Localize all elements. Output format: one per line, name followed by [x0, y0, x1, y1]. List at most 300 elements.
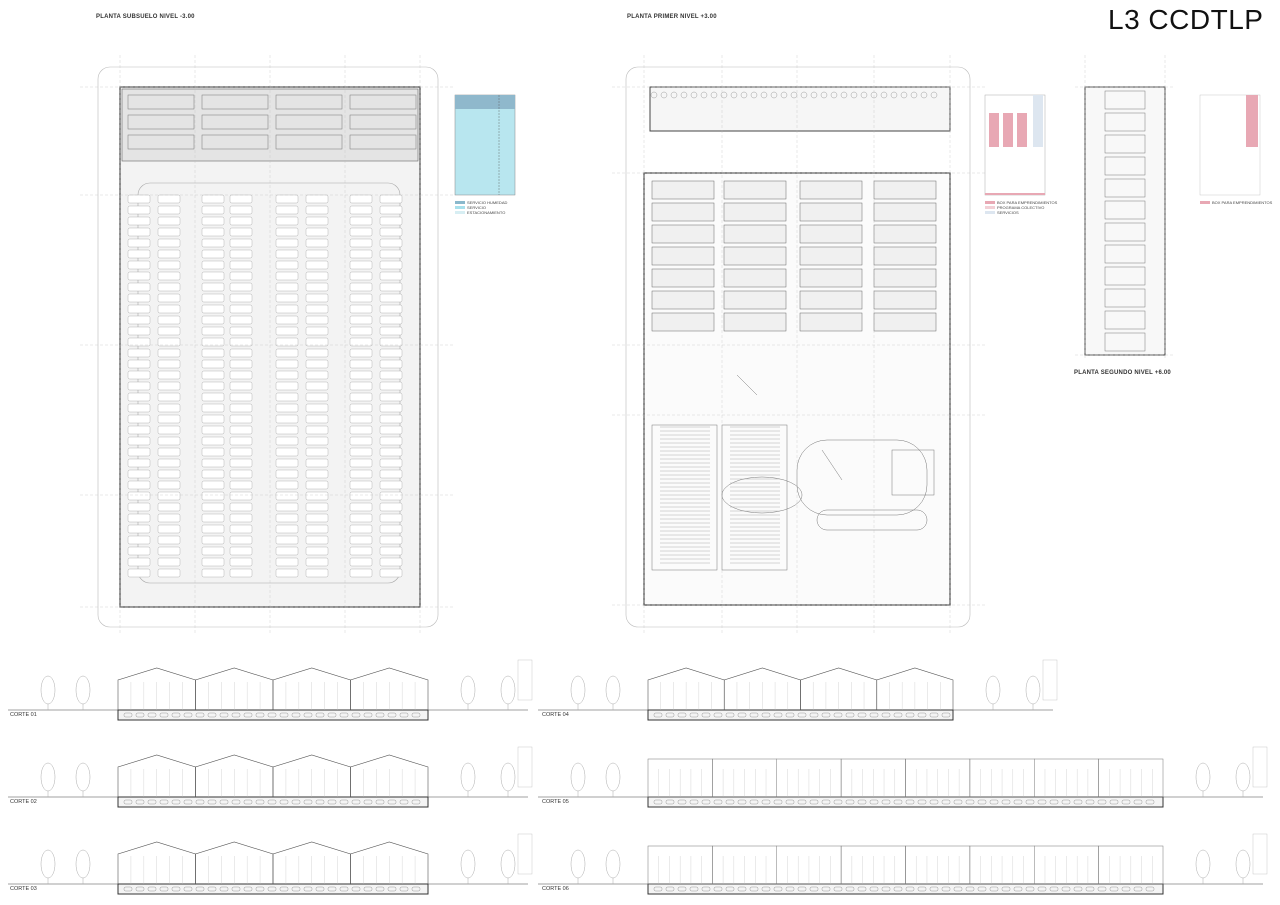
parking-stall	[380, 404, 402, 412]
parking-stall	[230, 481, 252, 489]
legend-label: SERVICIO HUMEDAD	[467, 200, 508, 205]
parking-stall	[306, 250, 328, 258]
legend-swatch	[455, 211, 465, 214]
parking-stall	[350, 305, 372, 313]
parking-stall	[380, 250, 402, 258]
parking-stall	[158, 327, 180, 335]
tree-symbol	[571, 850, 585, 878]
parking-stall	[380, 459, 402, 467]
legend-swatch	[455, 206, 465, 209]
parking-stall	[230, 448, 252, 456]
section-label-05: CORTE 05	[542, 799, 569, 805]
parking-stall	[380, 525, 402, 533]
parking-stall	[306, 338, 328, 346]
tree-symbol	[571, 763, 585, 791]
parking-stall	[158, 228, 180, 236]
parking-stall	[230, 393, 252, 401]
parking-stall	[306, 371, 328, 379]
parking-stall	[380, 536, 402, 544]
parking-stall	[306, 503, 328, 511]
parking-stall	[158, 415, 180, 423]
parking-stall	[128, 415, 150, 423]
sections-drawing	[0, 630, 1280, 905]
sheet-title: L3 CCDTLP	[1108, 4, 1264, 35]
parking-stall	[230, 294, 252, 302]
legend-label: PROGRAMA COLECTIVO	[997, 205, 1045, 210]
parking-stall	[158, 294, 180, 302]
box-module	[874, 291, 936, 309]
tree-symbol	[76, 676, 90, 704]
parking-stall	[202, 514, 224, 522]
building-elevation	[1043, 660, 1057, 700]
parking-stall	[158, 217, 180, 225]
parking-stall	[230, 459, 252, 467]
tree-symbol	[76, 850, 90, 878]
parking-stall	[350, 514, 372, 522]
parking-stall	[350, 228, 372, 236]
legend-swatch	[985, 211, 995, 214]
parking-stall	[350, 536, 372, 544]
box-module	[800, 291, 862, 309]
parking-stall	[158, 261, 180, 269]
parking-stall	[202, 250, 224, 258]
parking-stall	[128, 338, 150, 346]
parking-stall	[230, 305, 252, 313]
parking-stall	[276, 261, 298, 269]
tree-symbol	[606, 763, 620, 791]
parking-stall	[380, 360, 402, 368]
parking-stall	[202, 239, 224, 247]
parking-stall	[306, 261, 328, 269]
parking-stall	[158, 360, 180, 368]
parking-stall	[276, 283, 298, 291]
parking-stall	[128, 294, 150, 302]
parking-stall	[230, 547, 252, 555]
tree-symbol	[501, 763, 515, 791]
legend-item	[1200, 200, 1272, 205]
parking-stall	[202, 437, 224, 445]
parking-stall	[158, 503, 180, 511]
parking-stall	[202, 327, 224, 335]
box-module	[724, 291, 786, 309]
parking-stall	[380, 228, 402, 236]
parking-stall	[306, 569, 328, 577]
parking-stall	[380, 393, 402, 401]
plan-subsuelo-drawing	[80, 55, 455, 635]
parking-stall	[306, 558, 328, 566]
box-module	[874, 247, 936, 265]
parking-stall	[128, 228, 150, 236]
building-elevation	[1253, 747, 1267, 787]
parking-stall	[128, 437, 150, 445]
parking-stall	[306, 492, 328, 500]
tree-symbol	[501, 850, 515, 878]
parking-stall	[276, 536, 298, 544]
parking-stall	[380, 327, 402, 335]
parking-stall	[380, 338, 402, 346]
drawing-line	[648, 710, 953, 720]
parking-stall	[306, 382, 328, 390]
parking-stall	[350, 382, 372, 390]
legend-swatch-segundo	[1200, 95, 1262, 197]
parking-stall	[158, 371, 180, 379]
box-module	[652, 313, 714, 331]
parking-stall	[380, 503, 402, 511]
parking-stall	[276, 393, 298, 401]
parking-stall	[380, 272, 402, 280]
parking-stall	[202, 382, 224, 390]
parking-stall	[230, 217, 252, 225]
parking-stall	[276, 470, 298, 478]
box-module	[874, 225, 936, 243]
parking-stall	[128, 448, 150, 456]
section-label-06: CORTE 06	[542, 886, 569, 892]
parking-stall	[230, 536, 252, 544]
parking-stall	[230, 283, 252, 291]
parking-stall	[158, 514, 180, 522]
parking-stall	[350, 272, 372, 280]
parking-stall	[158, 239, 180, 247]
parking-stall	[380, 195, 402, 203]
building-elevation	[518, 660, 532, 700]
box-module	[724, 247, 786, 265]
parking-stall	[202, 426, 224, 434]
parking-stall	[128, 404, 150, 412]
drawing-line	[118, 710, 428, 720]
parking-stall	[158, 448, 180, 456]
plan-segundo-drawing	[1075, 55, 1175, 360]
parking-stall	[230, 470, 252, 478]
parking-stall	[158, 492, 180, 500]
box-module	[652, 181, 714, 199]
parking-stall	[350, 294, 372, 302]
parking-stall	[276, 481, 298, 489]
parking-stall	[128, 283, 150, 291]
parking-stall	[202, 569, 224, 577]
box-module	[724, 181, 786, 199]
box-module	[800, 247, 862, 265]
parking-stall	[350, 349, 372, 357]
legend-swatch-subsuelo	[455, 95, 517, 197]
parking-stall	[202, 525, 224, 533]
parking-stall	[350, 481, 372, 489]
parking-stall	[350, 261, 372, 269]
parking-stall	[350, 492, 372, 500]
parking-stall	[128, 459, 150, 467]
parking-stall	[158, 250, 180, 258]
parking-stall	[128, 327, 150, 335]
parking-stall	[350, 250, 372, 258]
tree-symbol	[461, 676, 475, 704]
parking-stall	[380, 294, 402, 302]
parking-stall	[380, 217, 402, 225]
legend-swatch-primer	[985, 95, 1047, 197]
parking-stall	[350, 239, 372, 247]
parking-stall	[306, 283, 328, 291]
parking-stall	[128, 536, 150, 544]
parking-stall	[276, 294, 298, 302]
parking-stall	[202, 217, 224, 225]
parking-stall	[158, 547, 180, 555]
parking-stall	[350, 338, 372, 346]
legend-label: SERVICIO	[467, 205, 487, 210]
parking-stall	[230, 503, 252, 511]
tree-symbol	[1196, 763, 1210, 791]
parking-stall	[230, 195, 252, 203]
parking-stall	[380, 492, 402, 500]
parking-stall	[202, 294, 224, 302]
parking-stall	[230, 437, 252, 445]
parking-stall	[306, 437, 328, 445]
legend-swatch	[985, 201, 995, 204]
parking-stall	[202, 536, 224, 544]
parking-stall	[202, 305, 224, 313]
parking-stall	[230, 525, 252, 533]
parking-stall	[276, 415, 298, 423]
parking-stall	[276, 239, 298, 247]
parking-stall	[306, 459, 328, 467]
parking-stall	[230, 206, 252, 214]
parking-stall	[202, 206, 224, 214]
parking-stall	[230, 360, 252, 368]
parking-stall	[380, 448, 402, 456]
section-drawing	[538, 834, 1267, 894]
parking-stall	[380, 206, 402, 214]
building-elevation	[1253, 834, 1267, 874]
parking-stall	[128, 239, 150, 247]
parking-stall	[128, 382, 150, 390]
tree-symbol	[606, 676, 620, 704]
parking-stall	[202, 459, 224, 467]
parking-stall	[230, 569, 252, 577]
parking-stall	[306, 404, 328, 412]
parking-stall	[128, 195, 150, 203]
parking-stall	[230, 228, 252, 236]
parking-stall	[306, 547, 328, 555]
parking-stall	[202, 503, 224, 511]
tree-symbol	[606, 850, 620, 878]
drawing-line	[648, 884, 1163, 894]
box-module	[652, 203, 714, 221]
parking-stall	[350, 415, 372, 423]
parking-stall	[306, 525, 328, 533]
parking-stall	[350, 316, 372, 324]
parking-stall	[128, 371, 150, 379]
parking-stall	[158, 338, 180, 346]
parking-stall	[128, 272, 150, 280]
legend-label: SERVICIOS	[997, 210, 1019, 215]
section-label-01: CORTE 01	[10, 712, 37, 718]
parking-stall	[276, 272, 298, 280]
parking-stall	[380, 558, 402, 566]
parking-stall	[158, 404, 180, 412]
parking-stall	[350, 206, 372, 214]
parking-stall	[230, 316, 252, 324]
parking-stall	[276, 459, 298, 467]
parking-stall	[158, 536, 180, 544]
parking-stall	[202, 404, 224, 412]
parking-stall	[230, 261, 252, 269]
parking-stall	[306, 393, 328, 401]
tree-symbol	[986, 676, 1000, 704]
tree-symbol	[501, 676, 515, 704]
parking-stall	[230, 558, 252, 566]
parking-stall	[158, 569, 180, 577]
parking-stall	[306, 316, 328, 324]
parking-stall	[128, 569, 150, 577]
parking-stall	[230, 371, 252, 379]
parking-stall	[230, 426, 252, 434]
tree-symbol	[461, 763, 475, 791]
parking-stall	[350, 327, 372, 335]
parking-stall	[276, 206, 298, 214]
parking-stall	[276, 448, 298, 456]
parking-stall	[158, 459, 180, 467]
legend-item	[985, 210, 1057, 215]
parking-stall	[306, 536, 328, 544]
parking-stall	[128, 393, 150, 401]
parking-stall	[276, 404, 298, 412]
parking-stall	[158, 558, 180, 566]
parking-stall	[128, 470, 150, 478]
legend-swatch	[1200, 201, 1210, 204]
parking-stall	[158, 305, 180, 313]
parking-stall	[202, 316, 224, 324]
parking-stall	[230, 327, 252, 335]
parking-stall	[158, 426, 180, 434]
parking-stall	[380, 481, 402, 489]
section-drawing	[8, 834, 532, 894]
parking-stall	[158, 349, 180, 357]
parking-stall	[276, 426, 298, 434]
parking-stall	[276, 228, 298, 236]
tree-symbol	[571, 676, 585, 704]
drawing-line	[118, 797, 428, 807]
tree-symbol	[1236, 850, 1250, 878]
box-module	[874, 203, 936, 221]
section-drawing	[538, 747, 1267, 807]
tree-symbol	[76, 763, 90, 791]
parking-stall	[276, 349, 298, 357]
parking-stall	[230, 250, 252, 258]
legend-subsuelo	[455, 200, 507, 215]
parking-stall	[128, 525, 150, 533]
parking-stall	[306, 272, 328, 280]
parking-stall	[202, 228, 224, 236]
section-label-03: CORTE 03	[10, 886, 37, 892]
parking-stall	[128, 558, 150, 566]
parking-stall	[158, 382, 180, 390]
parking-stall	[380, 261, 402, 269]
parking-stall	[306, 426, 328, 434]
parking-stall	[380, 239, 402, 247]
parking-stall	[350, 525, 372, 533]
parking-stall	[158, 206, 180, 214]
parking-stall	[380, 426, 402, 434]
section-drawing	[8, 660, 532, 720]
parking-stall	[230, 404, 252, 412]
box-module	[724, 269, 786, 287]
parking-stall	[202, 470, 224, 478]
parking-stall	[380, 382, 402, 390]
parking-stall	[128, 360, 150, 368]
parking-stall	[350, 569, 372, 577]
building-elevation	[518, 834, 532, 874]
building-elevation	[518, 747, 532, 787]
parking-stall	[276, 569, 298, 577]
box-module	[800, 313, 862, 331]
parking-stall	[128, 514, 150, 522]
parking-stall	[350, 195, 372, 203]
parking-stall	[128, 503, 150, 511]
parking-stall	[202, 371, 224, 379]
parking-stall	[380, 371, 402, 379]
parking-stall	[350, 448, 372, 456]
section-label-02: CORTE 02	[10, 799, 37, 805]
parking-stall	[306, 481, 328, 489]
parking-stall	[350, 426, 372, 434]
box-module	[800, 225, 862, 243]
parking-stall	[350, 360, 372, 368]
parking-stall	[306, 360, 328, 368]
box-module	[652, 269, 714, 287]
parking-stall	[306, 206, 328, 214]
parking-stall	[202, 481, 224, 489]
parking-stall	[128, 426, 150, 434]
parking-stall	[350, 558, 372, 566]
parking-stall	[158, 481, 180, 489]
parking-stall	[276, 437, 298, 445]
box-module	[724, 203, 786, 221]
parking-stall	[380, 547, 402, 555]
box-module	[874, 313, 936, 331]
parking-stall	[128, 547, 150, 555]
parking-stall	[128, 250, 150, 258]
box-module	[874, 269, 936, 287]
tree-symbol	[1026, 676, 1040, 704]
box-module	[724, 313, 786, 331]
parking-stall	[230, 492, 252, 500]
section-drawing	[538, 660, 1057, 720]
parking-stall	[306, 228, 328, 236]
parking-stall	[306, 470, 328, 478]
box-module	[874, 181, 936, 199]
parking-stall	[158, 470, 180, 478]
parking-stall	[202, 393, 224, 401]
parking-stall	[230, 272, 252, 280]
parking-stall	[380, 437, 402, 445]
parking-stall	[380, 569, 402, 577]
plan-primer-drawing	[612, 55, 987, 635]
legend-segundo	[1200, 200, 1272, 205]
parking-stall	[276, 371, 298, 379]
parking-stall	[350, 404, 372, 412]
plan-title-primer: PLANTA PRIMER NIVEL +3.00	[627, 14, 717, 20]
tree-symbol	[41, 850, 55, 878]
parking-stall	[306, 415, 328, 423]
parking-stall	[276, 305, 298, 313]
tree-symbol	[461, 850, 475, 878]
legend-swatch	[455, 201, 465, 204]
parking-stall	[276, 217, 298, 225]
parking-stall	[350, 437, 372, 445]
box-module	[652, 291, 714, 309]
parking-stall	[158, 525, 180, 533]
box-module	[652, 225, 714, 243]
parking-stall	[380, 415, 402, 423]
plan-title-subsuelo: PLANTA SUBSUELO NIVEL -3.00	[96, 14, 195, 20]
parking-stall	[276, 195, 298, 203]
